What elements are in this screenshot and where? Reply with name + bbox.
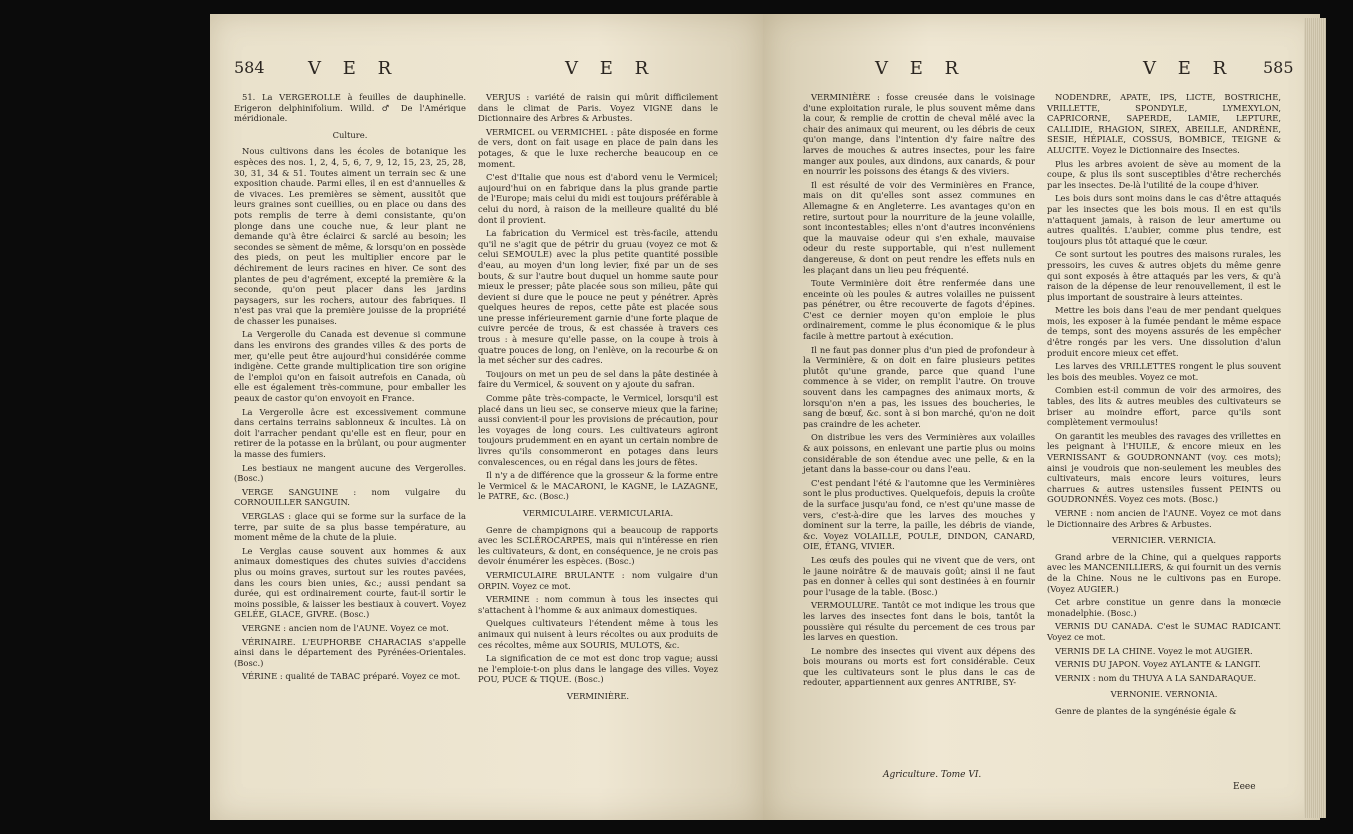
signature-mark: Eeee: [1233, 782, 1256, 792]
paragraph: Combien est-il commun de voir des armoires, des tables, des lits & autres meubles des cultivateurs se briser au moindre effort, parce qu'ils sont complètement vermoulus!: [1047, 385, 1281, 428]
paragraph: NODENDRE, APATE, IPS, LICTE, BOSTRICHE, VRILLETTE, SPONDYLE, LYMEXYLON, CAPRICORNE, SAPERDE, LAMIE, LEPTURE, CALLIDIE, RHAGION, SIREX, ABEILLE, ANDRÈNE, SESIE, HÉPIALE, COSSUS, BOMBICE, TEIGNE & ALUCITE. Voyez le Dictionnaire des Insectes.: [1047, 92, 1281, 155]
paragraph: VERNIS DU CANADA. C'est le SUMAC RADICANT. Voyez ce mot.: [1047, 621, 1281, 642]
paragraph: VERMICEL ou VERMICHEL : pâte disposée en forme de vers, dont on fait usage en place de pain dans les potages, & que le luxe recherche beaucoup en ce moment.: [478, 126, 718, 169]
paragraph: La Vergerolle âcre est excessivement commune dans certains terrains sablonneux & incultes. Là on doit l'arracher pendant qu'elle est en fleur, pour en retirer de la potasse en la brûlant, ou pour augmenter la masse des fumiers.: [234, 406, 466, 459]
open-book: [210, 14, 1320, 820]
paragraph: Comme pâte très-compacte, le Vermicel, lorsqu'il est placé dans un lieu sec, se conserve mieux que la farine; aussi convient-il pour les provisions de précaution, pour les voyages de long cours. Les cultivateurs agiront toujours prudemment en en ayant un certain nombre de livres qu'ils consommeront en potages dans leurs convalescences, ou en régal dans les jours de fêtes.: [478, 393, 718, 467]
paragraph: Grand arbre de la Chine, qui a quelques rapports avec les MANCENILLIERS, & qui fournit un des vernis de la Chine. Nous ne le cultivons pas en Europe. (Voyez AUGIER.): [1047, 551, 1281, 594]
paragraph: On distribue les vers des Verminières aux volailles & aux poissons, en enlevant une partie plus ou moins considérable de son étendue avec une pelle, & en la jetant dans la basse-cour ou dans l'eau.: [803, 432, 1035, 475]
paragraph: Genre de champignons qui a beaucoup de rapports avec les SCLÉROCARPES, mais qui n'intéresse en rien les cultivateurs, & dont, en conséquence, je ne crois pas devoir énumérer les espèces. (Bosc.): [478, 524, 718, 567]
paragraph: VERNE : nom ancien de l'AUNE. Voyez ce mot dans le Dictionnaire des Arbres & Arbustes.: [1047, 507, 1281, 529]
paragraph: Quelques cultivateurs l'étendent même à tous les animaux qui nuisent à leurs récoltes ou aux produits de ces récoltes, même aux SOURIS, MULOTS, &c.: [478, 618, 718, 650]
paragraph: VERMINIÈRE : fosse creusée dans le voisinage d'une exploitation rurale, le plus souvent même dans la cour, & remplie de crottin de cheval mêlé avec la chair des animaux qui meurent, ou les débris de ceux qu'on mange, dans l'intention d'y faire naître des larves de mouches & autres insectes, pour les faire manger aux poules, aux dindons, aux canards, & pour en nourrir les poissons des étangs & des viviers.: [803, 92, 1035, 177]
paragraph: Le Verglas cause souvent aux hommes & aux animaux domestiques des chutes suivies d'accidens plus ou moins graves, surtout sur les routes pavées, dans les cours bien unies, &c.; aussi pendant sa durée, qui est ordinairement courte, faut-il sortir le moins possible, & laisser les bestiaux à couvert. Voyez GELÉE, GLACE, GIVRE. (Bosc.): [234, 545, 466, 620]
paragraph: VERGE SANGUINE : nom vulgaire du CORNOUILLER SANGUIN.: [234, 486, 466, 508]
paragraph: VERMINIÈRE.: [566, 690, 630, 701]
paragraph: VERJUS : variété de raisin qui mûrit difficilement dans le climat de Paris. Voyez VIGNE dans le Dictionnaire des Arbres & Arbustes.: [478, 92, 718, 124]
paragraph: VERNONIE. VERNONIA.: [1110, 689, 1218, 700]
paragraph: Genre de plantes de la syngénésie égale &: [1055, 705, 1237, 716]
paragraph: Ce sont surtout les poutres des maisons rurales, les pressoirs, les cuves & autres objets du même genre qui sont exposés à être attaqués par les vers, & qu'à raison de la dépense de leur renouvellement, il est le plus important de soustraire à leurs atteintes.: [1047, 249, 1281, 302]
footer-volume: Agriculture. Tome VI.: [883, 770, 982, 780]
paragraph: Les bestiaux ne mangent aucune des Vergerolles. (Bosc.): [234, 462, 466, 484]
running-head-right-1: V E R: [875, 58, 967, 79]
paragraph: VERNIX : nom du THUYA A LA SANDARAQUE.: [1055, 672, 1257, 683]
left-column-1: [234, 92, 466, 685]
paragraph: VERNICIER. VERNICIA.: [1111, 535, 1217, 546]
left-page: [210, 14, 763, 820]
right-column-1: [803, 92, 1035, 691]
paragraph: C'est pendant l'été & l'automne que les Verminières sont le plus productives. Quelquefois, depuis la croûte de la surface jusqu'au fond, ce n'est qu'une masse de vers, c'est-à-dire que les larves des mouches y dominent sur la terre, la paille, les débris de viande, &c. Voyez VOLAILLE, POULE, DINDON, CANARD, OIE, ÉTANG, VIVIER.: [803, 477, 1035, 552]
paragraph: Les larves des VRILLETTES rongent le plus souvent les bois des meubles. Voyez ce mot.: [1047, 361, 1281, 382]
paragraph: VERGNE : ancien nom de l'AUNE. Voyez ce mot.: [242, 622, 449, 633]
paragraph: Culture.: [332, 129, 368, 140]
paragraph: La Vergerolle du Canada est devenue si commune dans les environs des grandes villes & des ports de mer, qu'elle peut être aujourd'hui considérée comme indigène. Cette grande multiplication tire son origine de l'emploi qu'on en faisoit autrefois en Canada, où elle est également très-commune, pour emballer les peaux de castor qu'on envoyoit en France.: [234, 329, 466, 404]
right-page: [763, 14, 1320, 820]
left-column-2: [478, 92, 718, 707]
paragraph: Plus les arbres avoient de sève au moment de la coupe, & plus ils sont susceptibles d'être recherchés par les insectes. De-là l'utilité de la coupe d'hiver.: [1047, 158, 1281, 190]
paragraph: Mettre les bois dans l'eau de mer pendant quelques mois, les exposer à la fumée pendant le même espace de temps, sont des moyens assurés de les empêcher d'être rongés par les vers. Une dissolution d'alun produit encore mieux cet effet.: [1047, 305, 1281, 358]
paragraph: Il n'y a de différence que la grosseur & la forme entre le Vermicel & le MACARONI, le KAGNE, le LAZAGNE, le PATRE, &c. (Bosc.): [478, 470, 718, 502]
paragraph: Les bois durs sont moins dans le cas d'être attaqués par les insectes que les bois mous. Il en est qu'ils n'attaquent jamais, à raison de leur amertume ou autres qualités. L'aubier, comme plus tendre, est toujours plus tôt attaqué que le cœur.: [1047, 193, 1281, 246]
paragraph: Il ne faut pas donner plus d'un pied de profondeur à la Verminière, & on doit en faire plusieurs petites plutôt qu'une grande, parce que quand l'une commence à se vider, on remplit l'autre. On trouve souvent dans les campagnes des animaux morts, & lorsqu'on n'en a pas, les issues des boucheries, le sang de bœuf, &c. sont à si bon marché, qu'on ne doit pas craindre de les acheter.: [803, 344, 1035, 429]
right-column-2: [1047, 92, 1281, 719]
running-head-right-2: V E R: [1143, 58, 1235, 79]
paragraph: On garantit les meubles des ravages des vrillettes en les peignant à l'HUILE, & encore mieux en les VERNISSANT & GOUDRONNANT (voy. ces mots); ainsi je voudrois que non-seulement les meubles des cultivateurs, mais encore leurs voitures, leurs charrues & autres ustensiles fussent PEINTS ou GOUDRONNÉS. Voyez ces mots. (Bosc.): [1047, 430, 1281, 505]
paragraph: 51. La VERGEROLLE à feuilles de dauphinelle. Erigeron delphinifolium. Willd. ♂ De l'Amérique méridionale.: [234, 92, 466, 124]
paragraph: VÉRINE : qualité de TABAC préparé. Voyez ce mot.: [242, 671, 461, 682]
paragraph: La signification de ce mot est donc trop vague; aussi ne l'emploie-t-on plus dans le langage des villes. Voyez POU, PUCE & TIQUE. (Bosc.): [478, 653, 718, 685]
paragraph: VERGLAS : glace qui se forme sur la surface de la terre, par suite de sa plus basse température, au moment même de la chute de la pluie.: [234, 510, 466, 543]
paragraph: VERNIS DU JAPON. Voyez AYLANTE & LANGIT.: [1055, 659, 1261, 670]
paragraph: Cet arbre constitue un genre dans la monœcie monadelphie. (Bosc.): [1047, 597, 1281, 618]
paragraph: VERMICULAIRE. VERMICULARIA.: [522, 507, 674, 518]
paragraph: VERNIS DE LA CHINE. Voyez le mot AUGIER.: [1055, 645, 1253, 656]
paragraph: La fabrication du Vermicel est très-facile, attendu qu'il ne s'agit que de pétrir du gruau (voyez ce mot & celui SEMOULE) avec la plus petite quantité possible d'eau, au moyen d'un long levier, fixé par un de ses bouts, & sur l'autre bout duquel un homme saute pour mieux le presser; pâte placée sous son milieu, pâte qui devient si dure que le pouce ne peut y pénétrer. Après quelques heures de repos, cette pâte est placée sous une presse inférieurement garnie d'une forte plaque de cuivre percée de trous, & est chassée à travers ces trous : à mesure qu'elle passe, on la coupe à trois à quatre pouces de long, on l'enlève, on la recourbe & on la met sécher sur des cadres.: [478, 228, 718, 366]
paragraph: VERMINE : nom commun à tous les insectes qui s'attachent à l'homme & aux animaux domestiques.: [478, 594, 718, 615]
paragraph: Les œufs des poules qui ne vivent que de vers, ont le jaune noirâtre & de mauvais goût; ainsi il ne faut pas en donner à celles qui sont destinées à en fournir pour l'usage de la table. (Bosc.): [803, 554, 1035, 597]
paragraph: VERMICULAIRE BRULANTE : nom vulgaire d'un ORPIN. Voyez ce mot.: [478, 569, 718, 591]
paragraph: Toujours on met un peu de sel dans la pâte destinée à faire du Vermicel, & souvent on y ajoute du safran.: [478, 368, 718, 390]
page-number-right: 585: [1263, 58, 1294, 77]
page-number-left: 584: [234, 58, 265, 77]
running-head-left-1: V E R: [308, 58, 400, 79]
running-head-left-2: V E R: [565, 58, 657, 79]
paragraph: Le nombre des insectes qui vivent aux dépens des bois mourans ou morts est fort considérable. Ceux que les cultivateurs sont le plus dans le cas de redouter, appartiennent aux genres ANTRIBE, SY-: [803, 645, 1035, 688]
paragraph: VÉRINAIRE. L'EUPHORBE CHARACIAS s'appelle ainsi dans le département des Pyrénées-Orientales. (Bosc.): [234, 636, 466, 668]
paragraph: C'est d'Italie que nous est d'abord venu le Vermicel; aujourd'hui on en fabrique dans la plus grande partie de l'Europe; mais celui du midi est toujours préférable à celui du nord, à raison de la meilleure qualité du blé dont il provient.: [478, 172, 718, 225]
paragraph: Il est résulté de voir des Verminières en France, mais on dit qu'elles sont assez communes en Allemagne & en Angleterre. Les avantages qu'on en retire, surtout pour la nourriture de la jeune volaille, sont incontestables; elles n'ont d'autres inconvéniens que la mauvaise odeur qui s'en exhale, mauvaise odeur du reste supportable, qui n'est nullement dangereuse, & dont on peut rendre les effets nuls en les plaçant dans un lieu peu fréquenté.: [803, 179, 1035, 275]
paragraph: Nous cultivons dans les écoles de botanique les espèces des nos. 1, 2, 4, 5, 6, 7, 9, 12, 15, 23, 25, 28, 30, 31, 34 & 51. Toutes aiment un terrain sec & une exposition chaude. Parmi elles, il en est d'annuelles & de vivaces. Les premières se sèment, aussitôt que leurs graines sont cueillies, ou en place ou dans des pots remplis de terre à demi consistante, qu'on plonge dans une couche nue, & leur plant ne demande qu'à être éclairci & sarclé au besoin; les secondes se sèment de même, & lorsqu'on en possède des pieds, on peut les multiplier encore par le déchirement de leurs racines en hiver. Ce sont des plantes de peu d'agrément, excepté la première & la seconde, qu'on peut placer dans les jardins paysagers, sur les rochers, autour des fabriques. Il n'est pas vrai que la première jouisse de la propriété de chasser les punaises.: [234, 146, 466, 326]
paragraph: Toute Verminière doit être renfermée dans une enceinte où les poules & autres volailles ne puissent pas pénétrer, ou être recouverte de fagots d'épines. C'est ce dernier moyen qu'on emploie le plus ordinairement, comme le plus économique & le plus facile à mettre partout à exécution.: [803, 278, 1035, 342]
paragraph: VERMOULURE. Tantôt ce mot indique les trous que les larves des insectes font dans le bois, tantôt la poussière qui résulte du percement de ces trous par les larves en question.: [803, 600, 1035, 643]
page-edges: [1304, 18, 1326, 818]
